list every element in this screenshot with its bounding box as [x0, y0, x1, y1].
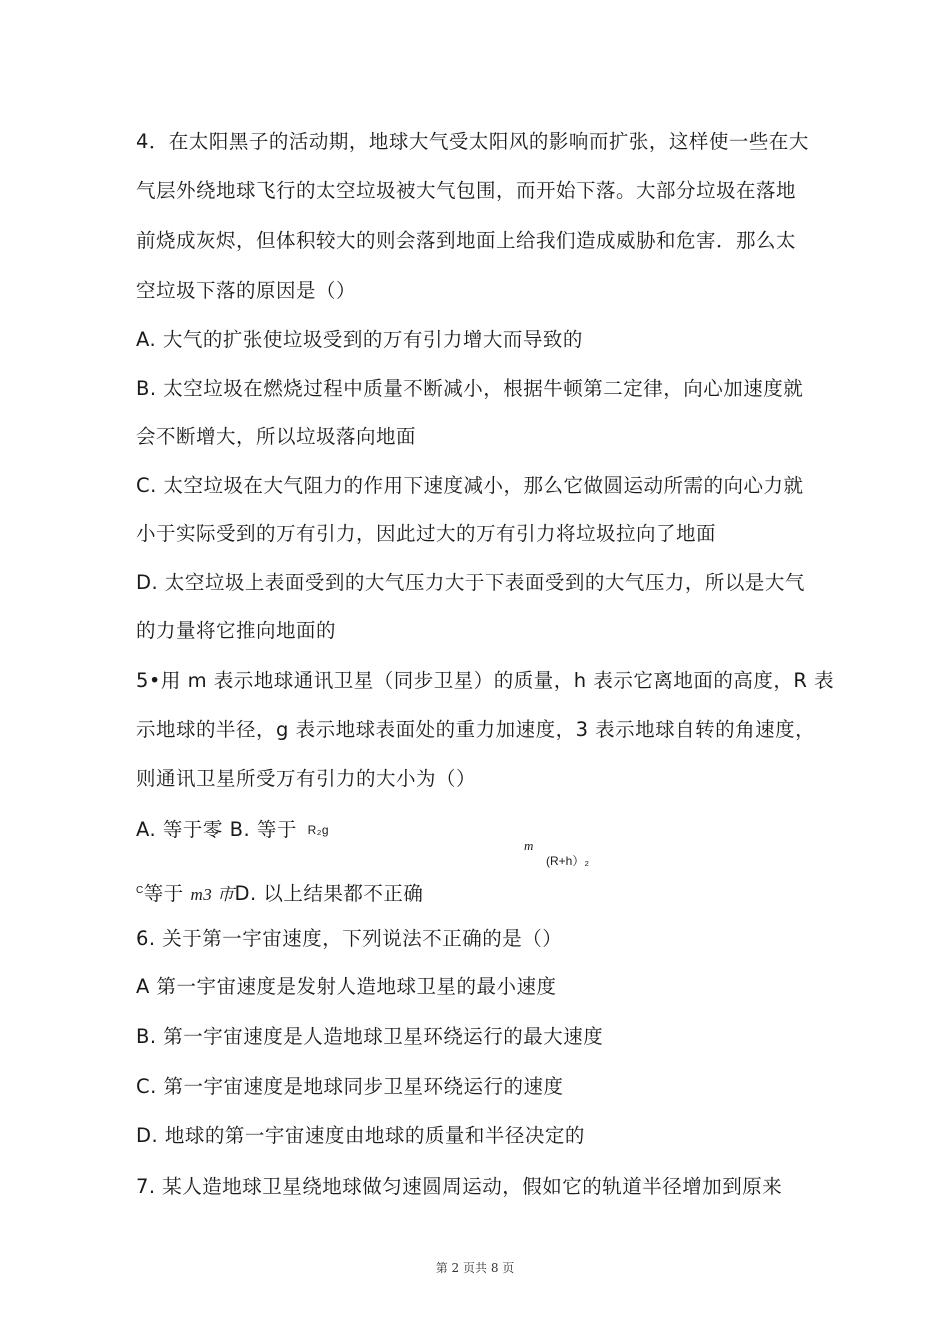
q6-option-c: C. 第一宇宙速度是地球同步卫星环绕运行的速度 [136, 1075, 564, 1098]
q5-options-a-b [136, 818, 329, 844]
q4-stem-line-4: 空垃圾下落的原因是（） [136, 279, 357, 302]
q4-option-c-line-1: C. 太空垃圾在大气阻力的作用下速度减小，那么它做圆运动所需的向心力就 [136, 474, 804, 497]
q6-stem: 6. 关于第一宇宙速度，下列说法不正确的是（） [136, 927, 563, 950]
q6-option-b: B. 第一宇宙速度是人造地球卫星环绕运行的最大速度 [136, 1025, 604, 1048]
q5-option-a-b-text: A. 等于零 B. 等于 [136, 818, 297, 841]
q5-option-c-mark: C [136, 885, 144, 896]
q5-option-c-expr: m3 [190, 885, 217, 904]
q5-option-c-glyph: 市 [216, 885, 235, 904]
q4-option-b-line-2: 会不断增大，所以垃圾落向地面 [136, 425, 417, 448]
q5-options-c-d [136, 882, 423, 910]
q5-stem-line-3: 则通讯卫星所受万有引力的大小为（） [136, 767, 477, 790]
q4-stem-line-2: 气层外绕地球飞行的太空垃圾被大气包围，而开始下落。大部分垃圾在落地 [136, 179, 797, 202]
q4-stem-line-3: 前烧成灰烬，但体积较大的则会落到地面上给我们造成威胁和危害．那么太 [136, 229, 797, 252]
q5-fraction-denominator: (R+h）₂ [546, 854, 590, 868]
q4-stem-line-1: 4．在太阳黑子的活动期，地球大气受太阳风的影响而扩张，这样使一些在大 [136, 130, 809, 153]
q5-stem-line-2: 示地球的半径，g 表示地球表面处的重力加速度，3 表示地球自转的角速度， [136, 718, 816, 741]
q4-option-d-line-1: D. 太空垃圾上表面受到的大气压力大于下表面受到的大气压力，所以是大气 [136, 571, 805, 594]
q5-fraction-numerator: m [524, 838, 534, 853]
q4-option-b-line-1: B. 太空垃圾在燃烧过程中质量不断减小，根据牛顿第二定律，向心加速度就 [136, 377, 804, 400]
q4-option-c-line-2: 小于实际受到的万有引力，因此过大的万有引力将垃圾拉向了地面 [136, 522, 717, 545]
q5-option-c-text: 等于 [143, 882, 184, 905]
q7-stem: 7. 某人造地球卫星绕地球做匀速圆周运动，假如它的轨道半径增加到原来 [136, 1175, 783, 1198]
q5-r2g: R₂g [307, 823, 330, 837]
q5-stem-line-1: 5•用 m 表示地球通讯卫星（同步卫星）的质量，h 表示它离地面的高度，R 表 [136, 669, 835, 692]
q6-option-d: D. 地球的第一宇宙速度由地球的质量和半径决定的 [136, 1124, 585, 1147]
q4-option-d-line-2: 的力量将它推向地面的 [136, 619, 337, 642]
page-number-footer: 第 2 页共 8 页 [435, 1261, 515, 1275]
q4-option-a: A. 大气的扩张使垃圾受到的万有引力增大而导致的 [136, 328, 583, 351]
q5-option-d: D. 以上结果都不正确 [234, 882, 424, 905]
q6-option-a: A 第一宇宙速度是发射人造地球卫星的最小速度 [136, 975, 557, 998]
